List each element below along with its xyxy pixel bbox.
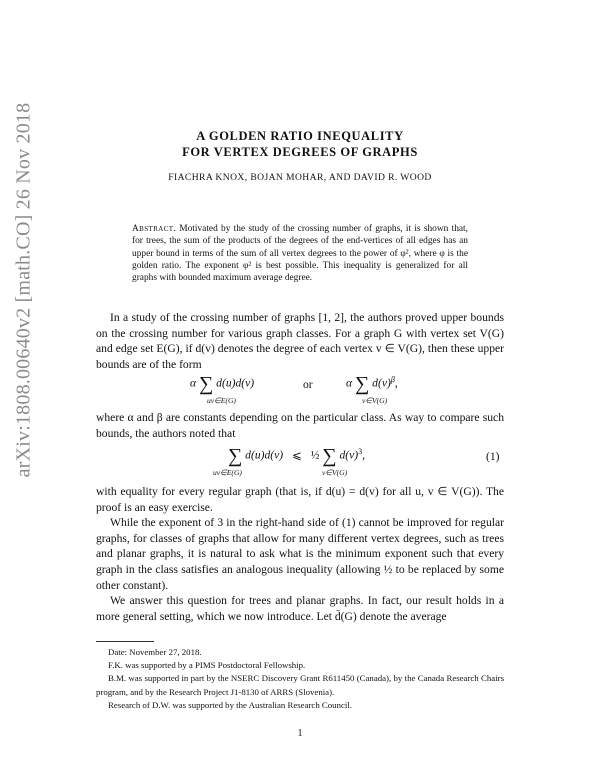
sum-symbol: ∑ <box>199 373 214 395</box>
eq1-relation: ⩽ <box>292 448 302 462</box>
eq1-exponent: 3 <box>358 446 363 456</box>
paragraph-4: While the exponent of 3 in the right-hand side of (1) cannot be improved for regular graphs, for classes of graphs that allow for many different vertex degrees, such as trees and planar graphs, it is natural to ask what is the minimum exponent such that every graph in the class satisfies an analogous inequality (allowing ½ to be replaced by some other constant). <box>96 516 504 592</box>
eq-subscript-edges: uv∈E(G) <box>207 396 236 405</box>
equation-sum-vertices <box>346 374 398 394</box>
equation-sum-edges <box>190 374 254 394</box>
sum-symbol-4: ∑ <box>322 445 337 467</box>
sum-symbol-2: ∑ <box>355 373 370 395</box>
footnote-dw: Research of D.W. was supported by the Australian Research Council. <box>108 699 352 710</box>
eq1-subscript-edges: uv∈E(G) <box>213 468 242 477</box>
footnotes <box>96 646 504 712</box>
paragraph-1-block <box>96 310 504 372</box>
paper-title <box>110 128 490 160</box>
paragraph-1: In a study of the crossing number of graphs [1, 2], the authors proved upper bounds on the crossing number for various graph classes. For a graph G with vertex set V(G) and edge set E(G), if d(v) denotes the degree of each vertex v ∈ V(G), then these upper bounds are of the form <box>96 311 504 371</box>
paragraph-3: with equality for every regular graph (that is, if d(u) = d(v) for all u, v ∈ V(G)). The proof is an easy exercise. <box>96 485 504 514</box>
eq-comma: , <box>394 376 398 390</box>
eq-alpha: α <box>190 376 197 390</box>
equation-number: (1) <box>486 450 500 463</box>
footnote-bm: B.M. was supported in part by the NSERC Discovery Grant R611450 (Canada), by the Canada Research Chairs program, and by the Research Project J1-8130 of ARRS (Slovenia). <box>96 673 504 697</box>
page-number: 1 <box>297 728 303 739</box>
body-continued <box>96 484 504 624</box>
eq-term: d(u)d(v) <box>216 376 255 390</box>
arxiv-identifier: arXiv:1808.00640v2 [math.CO] 26 Nov 2018 <box>12 102 35 478</box>
author-list: FIACHRA KNOX, BOJAN MOHAR, AND DAVID R. WOOD <box>168 172 432 183</box>
abstract-text: Motivated by the study of the crossing number of graphs, it is shown that, for trees, the sum of the products of the degrees of the end-vertices of all edges has an upper bound in terms of the sum of all vertex degrees to the power of φ², where φ is the golden ratio. The exponent φ² is best possible. This inequality is generalized for all graphs with bounded maximum average degree. <box>132 224 468 284</box>
title-line-1: A GOLDEN RATIO INEQUALITY <box>196 129 404 143</box>
title-line-2: FOR VERTEX DEGREES OF GRAPHS <box>182 145 418 159</box>
arxiv-sidebar <box>4 102 44 478</box>
eq-term-2: d(v) <box>372 376 391 390</box>
eq-alpha-2: α <box>346 376 353 390</box>
footnote-rule <box>96 641 154 642</box>
sum-symbol-3: ∑ <box>228 445 243 467</box>
eq1-subscript-vertices: v∈V(G) <box>322 468 348 477</box>
paragraph-2-block <box>96 410 504 441</box>
eq-subscript-vertices: v∈V(G) <box>362 396 388 405</box>
abstract-label: Abstract. <box>132 224 177 234</box>
eq1-comma: , <box>362 448 366 462</box>
eq-exponent-beta: β <box>390 374 395 384</box>
eq-or: or <box>303 378 313 391</box>
equation-1 <box>228 446 365 466</box>
eq1-lhs-term: d(u)d(v) <box>245 448 284 462</box>
paragraph-2: where α and β are constants depending on the particular class. As way to compare such bounds, the authors noted that <box>96 411 504 440</box>
footnote-fk: F.K. was supported by a PIMS Postdoctoral Fellowship. <box>108 660 306 671</box>
eq1-fraction: ½ <box>310 448 320 462</box>
eq1-rhs-term: d(v) <box>339 448 359 462</box>
abstract <box>132 223 468 284</box>
footnote-date: Date: November 27, 2018. <box>108 647 202 657</box>
paragraph-5: We answer this question for trees and planar graphs. In fact, our result holds in a more general setting, which we now introduce. Let d̄(G) denote the average <box>96 594 504 623</box>
